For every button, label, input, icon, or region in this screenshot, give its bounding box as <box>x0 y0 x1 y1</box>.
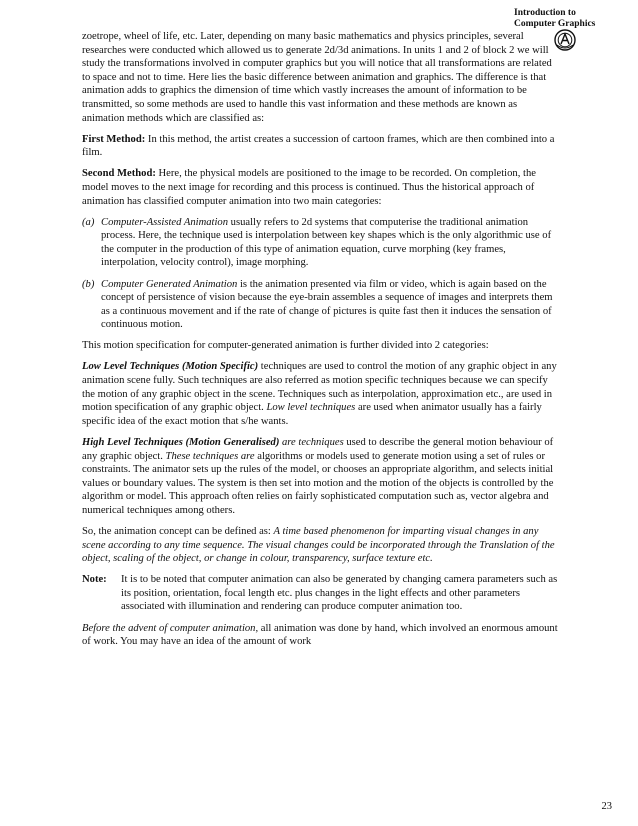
note-block <box>82 573 562 614</box>
low-level-heading: Low Level Techniques (Motion Specific) <box>82 361 259 373</box>
first-method-paragraph <box>82 133 562 160</box>
list-item-b-label: (b) <box>82 278 95 290</box>
second-method-text: Here, the physical models are positioned to the image to be recorded. On completion, the model moves to the next image for recording and this process is continued. Thus the historical approach of animation has classified computer animation into two main categories: <box>82 168 536 207</box>
list-item-b <box>82 278 562 332</box>
definition-paragraph <box>82 525 562 566</box>
first-method-label: First Method: <box>82 133 146 145</box>
motion-spec-paragraph: This motion specification for computer-generated animation is further divided into 2 categories: <box>82 340 489 352</box>
list-item-a-term: Computer-Assisted Animation <box>101 216 229 228</box>
second-method-label: Second Method: <box>82 168 156 180</box>
final-italic: Before the advent of computer animation, <box>82 622 259 634</box>
header-line-2: Computer Graphics <box>514 19 596 29</box>
list-item-b-text: is the animation presented via film or video, which is again based on the concept of persistence of vision because the eye-brain assembles a sequence of images and interprets them as a continuous movement and if the rate of change of pictures is quite fast then it induces the sensation of continuous motion. <box>101 278 553 331</box>
high-level-heading-tail: are techniques <box>279 436 344 448</box>
high-level-heading: High Level Techniques (Motion Generalised) <box>82 436 280 448</box>
running-header <box>514 8 614 30</box>
high-level-paragraph <box>82 436 562 518</box>
page-number: 23 <box>601 801 612 812</box>
final-text: all animation was done by hand, which involved an enormous amount of work. You may have an idea of the amount of work <box>82 622 558 648</box>
header-line-1: Introduction to <box>514 8 576 18</box>
low-level-text-2: are used when animator usually has a fairly specific idea of the exact motion that s/he wants. <box>82 402 542 427</box>
final-paragraph <box>82 622 562 649</box>
page-body <box>82 30 562 656</box>
intro-paragraph: zoetrope, wheel of life, etc. Later, depending on many basic mathematics and physics principles, several researches were conducted which allowed us to generate 2d/3d animations. In units 1 and 2 of block 2 we will study the transformations involved in computer graphics but you will notice that all transformations are related to space and not to time. Here lies the basic difference between animation and graphics. The difference is that animation adds to graphics the dimension of time which vastly increases the amount of information to be transmitted, so some methods are used to handle this vast information and these methods are known as animation methods which are classified as: <box>82 31 552 124</box>
high-level-italic: These techniques are <box>165 450 255 462</box>
first-method-text: In this method, the artist creates a succession of cartoon frames, which are then combined into a film. <box>82 133 555 159</box>
second-method-paragraph <box>82 167 562 208</box>
low-level-paragraph <box>82 360 562 428</box>
list-item-b-term: Computer Generated Animation <box>101 278 238 290</box>
low-level-italic: Low level techniques <box>266 402 356 414</box>
low-level-text-1: techniques are used to control the motion of any graphic object in any animation scene fully. Such techniques are also referred as motion specific techniques because we can specify the motion of any graphic object in the scene. Techniques such as interpolation, approximation etc., are used in motion specification of any graphic object. <box>82 361 557 414</box>
list-item-a-label: (a) <box>82 216 95 228</box>
high-level-text-2: algorithms or models used to generate motion using a set of rules or constraints. The animator sets up the rules of the model, or chooses an appropriate algorithm, and selects initial values or boundary values. The system is then set into motion and the motion of the objects is controlled by the algorithm or model. This approach often relies on fairly sophisticated computation such as, vector algebra and numerical techniques among others. <box>82 450 554 516</box>
definition-italic: A time based phenomenon for imparting visual changes in any scene according to any time sequence. The visual changes could be incorporated through the Translation of the object, scaling of the object, or change in colour, transparency, surface texture etc. <box>82 526 555 565</box>
list-item-a <box>82 216 562 270</box>
definition-lead: So, the animation concept can be defined as: <box>82 526 274 537</box>
high-level-text-1: used to describe the general motion behaviour of any graphic object. <box>82 436 554 462</box>
list-item-a-text: usually refers to 2d systems that computerise the traditional animation process. Here, the technique used is interpolation between key shapes which is the only algorithmic use of the computer in the production of this type of animation equation, curve morphing (key frames, interpolation, velocity control), image morphing. <box>101 216 552 269</box>
note-text: It is to be noted that computer animation can also be generated by changing camera parameters such as its position, orientation, focal length etc. plus changes in the light effects and other parameters associated with illumination and rendering can produce computer animation too. <box>121 574 558 613</box>
note-label: Note: <box>82 574 107 586</box>
